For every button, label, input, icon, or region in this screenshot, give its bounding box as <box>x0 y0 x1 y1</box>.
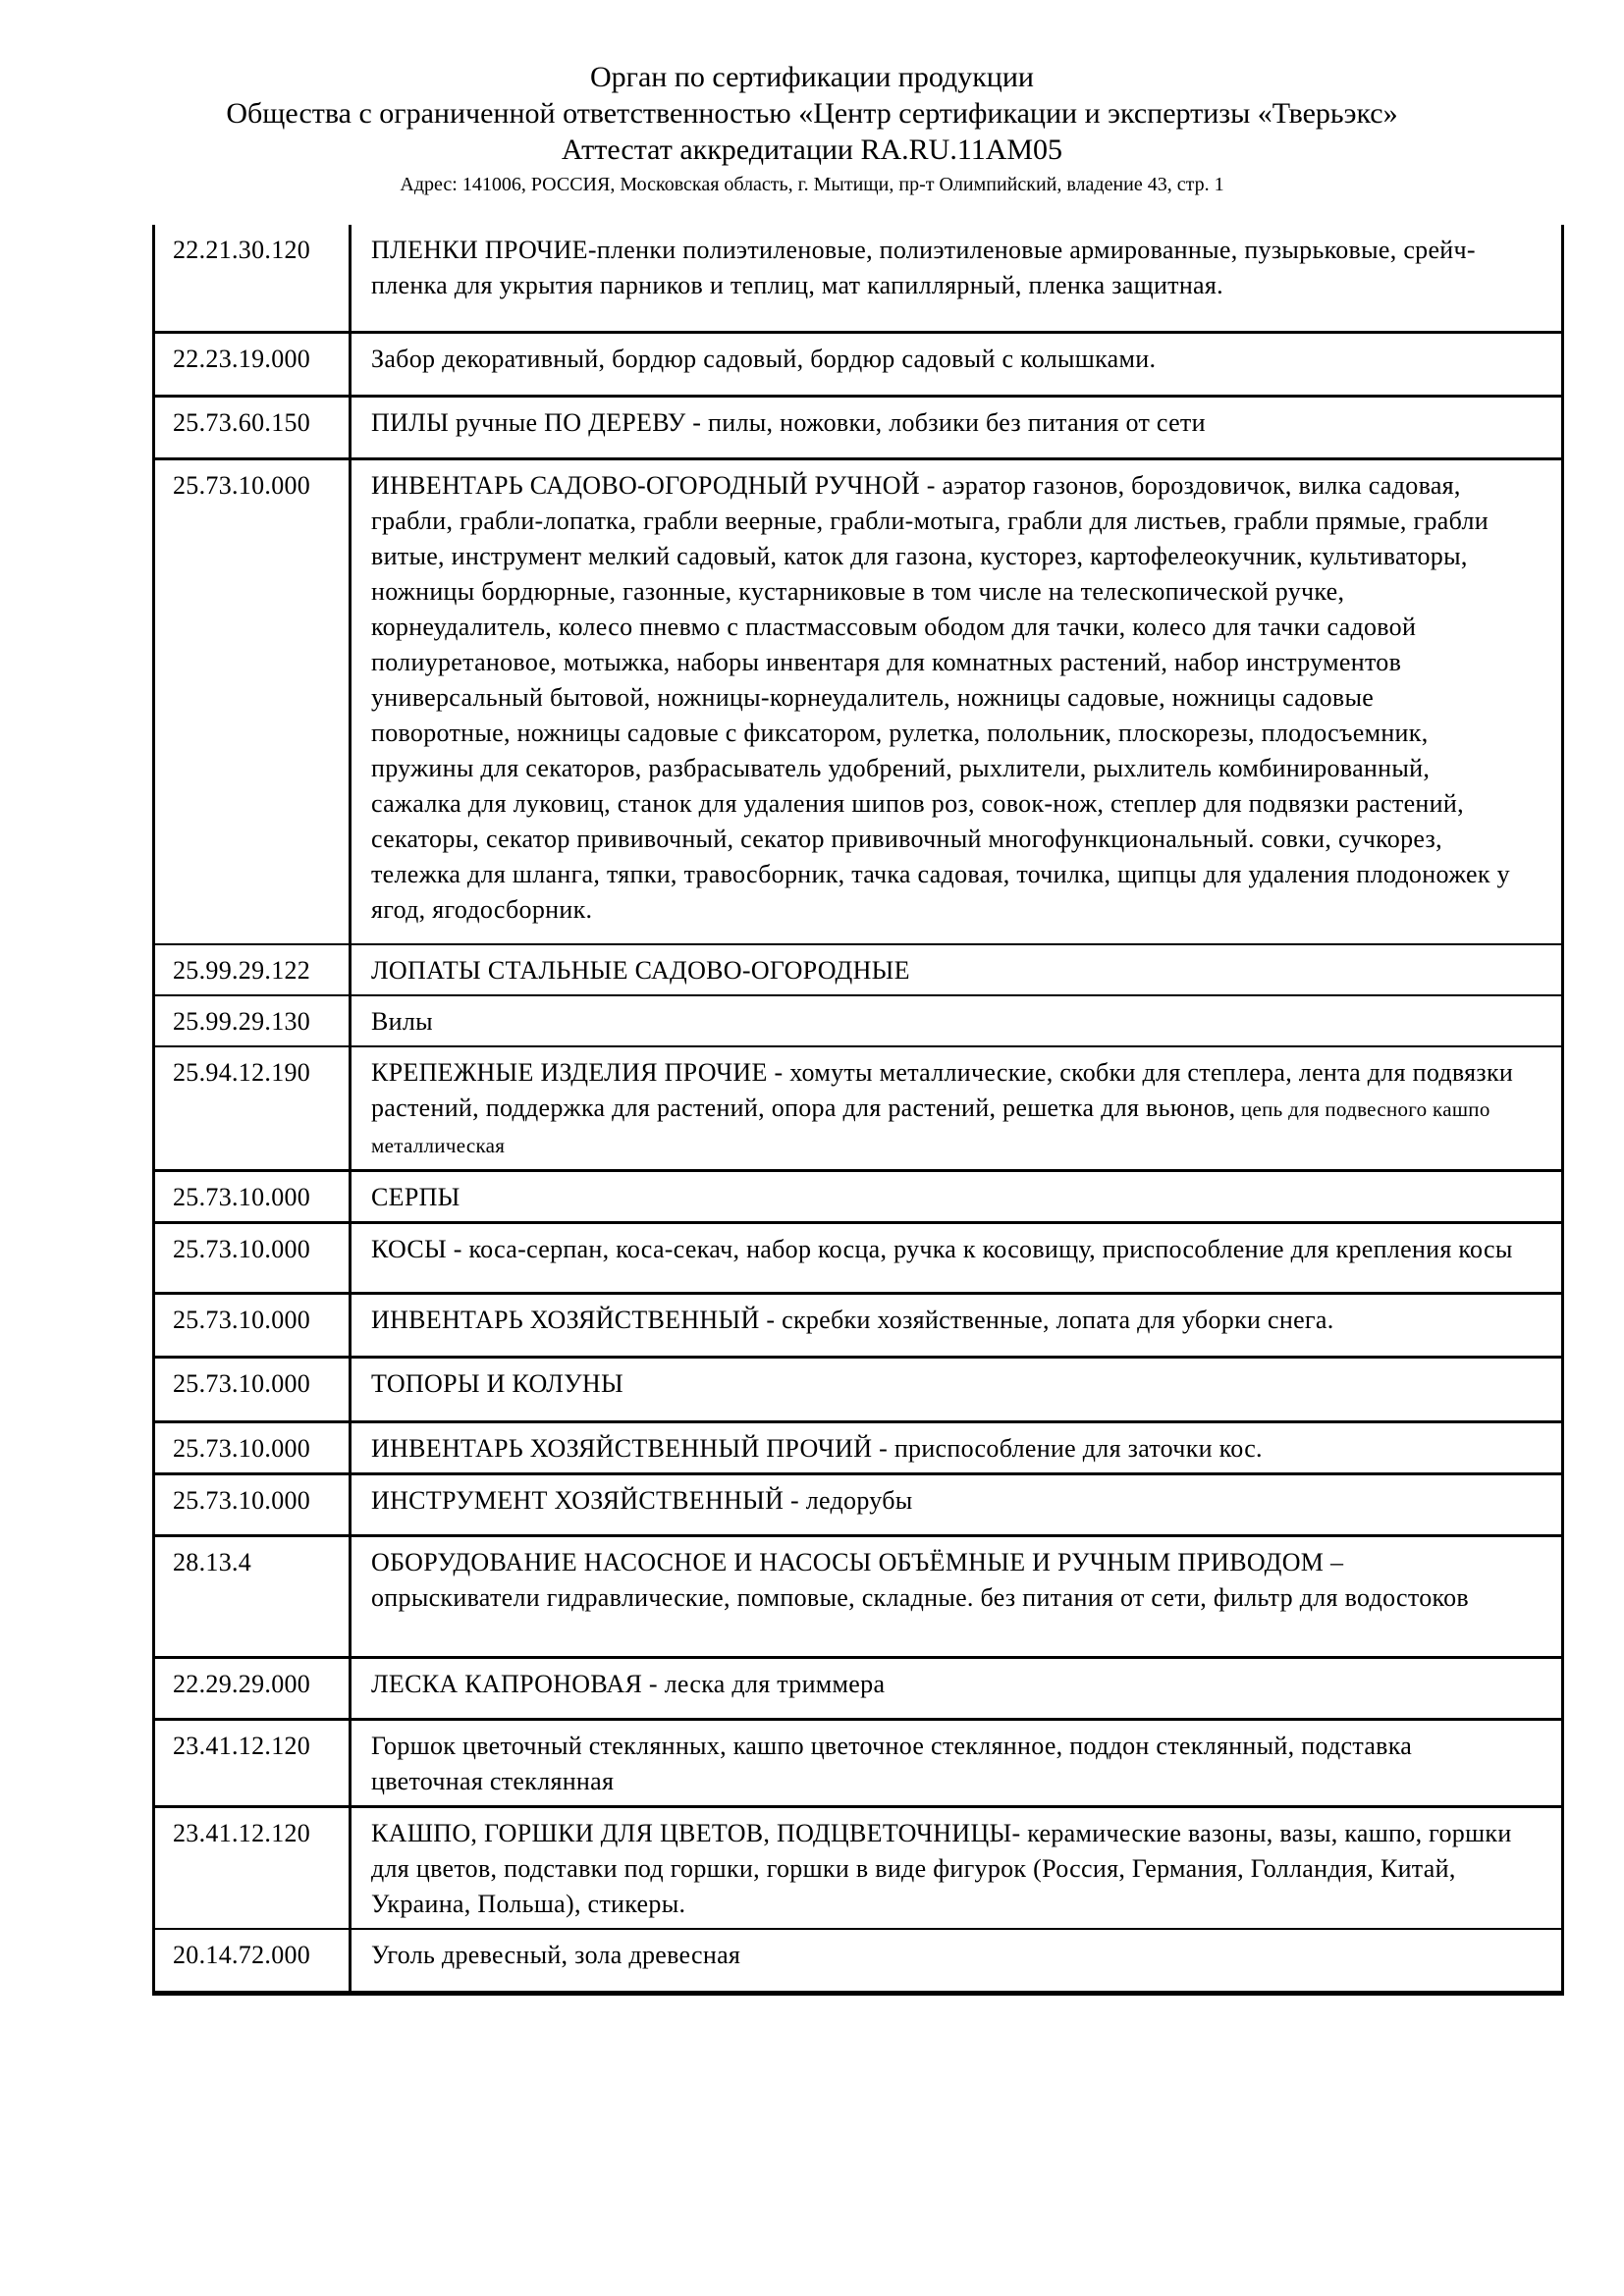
product-description-cell: СЕРПЫ <box>371 1183 460 1211</box>
table-row <box>155 1356 1561 1420</box>
product-code-cell: 28.13.4 <box>155 1537 352 1656</box>
product-description-cell: КРЕПЕЖНЫЕ ИЗДЕЛИЯ ПРОЧИЕ - хомуты металлические, скобки для степлера, лента для подвязки растений, поддержка для растений, опора для растений, решетка для вьюнов, цепь для подвесного кашпо металлическая <box>371 1058 1514 1157</box>
product-code-cell: 20.14.72.000 <box>155 1930 352 1991</box>
table-row <box>155 943 1561 994</box>
product-code-cell: 23.41.12.120 <box>155 1721 352 1805</box>
product-code-cell: 25.73.10.000 <box>155 1423 352 1472</box>
product-code-cell: 25.99.29.122 <box>155 945 352 994</box>
table-row <box>155 1420 1561 1472</box>
product-code-cell: 25.73.10.000 <box>155 1224 352 1292</box>
table-row <box>155 1045 1561 1169</box>
table-row <box>155 1534 1561 1656</box>
table-row <box>155 1718 1561 1805</box>
table-row <box>155 1656 1561 1718</box>
table-row <box>155 1292 1561 1356</box>
product-description-cell: ИНВЕНТАРЬ ХОЗЯЙСТВЕННЫЙ ПРОЧИЙ - приспособление для заточки кос. <box>371 1434 1263 1463</box>
product-description-cell: ТОПОРЫ И КОЛУНЫ <box>371 1369 623 1398</box>
org-title-line2: Общества с ограниченной ответственностью «Центр сертификации и экспертизы «Тверьэкс» <box>226 97 1398 130</box>
product-code-cell: 25.73.10.000 <box>155 1172 352 1221</box>
table-row <box>155 994 1561 1045</box>
product-description-cell: ЛЕСКА КАПРОНОВАЯ - леска для триммера <box>371 1670 886 1698</box>
product-code-cell: 25.73.10.000 <box>155 1295 352 1356</box>
org-address: Адрес: 141006, РОССИЯ, Московская область, г. Мытищи, пр-т Олимпийский, владение 43, стр. 1 <box>400 174 1224 195</box>
product-description-cell: Горшок цветочный стеклянных, кашпо цветочное стеклянное, поддон стеклянный, подставка цветочная стеклянная <box>371 1732 1413 1795</box>
product-code-cell: 25.73.10.000 <box>155 460 352 943</box>
product-code-cell: 25.73.10.000 <box>155 1359 352 1420</box>
table-row <box>155 225 1561 331</box>
product-description-cell: ПИЛЫ ручные ПО ДЕРЕВУ - пилы, ножовки, лобзики без питания от сети <box>371 408 1206 437</box>
product-description-cell: ОБОРУДОВАНИЕ НАСОСНОЕ И НАСОСЫ ОБЪЁМНЫЕ И РУЧНЫМ ПРИВОДОМ – опрыскиватели гидравлические, помповые, складные. без питания от сети, фильтр для водостоков <box>371 1548 1469 1612</box>
table-row <box>155 1221 1561 1292</box>
org-title-line1: Орган по сертификации продукции <box>590 61 1034 93</box>
product-code-cell: 25.99.29.130 <box>155 996 352 1045</box>
table-row <box>155 1472 1561 1534</box>
product-code-cell: 25.94.12.190 <box>155 1047 352 1169</box>
product-description-cell: КОСЫ - коса-серпан, коса-секач, набор косца, ручка к косовищу, приспособление для крепления косы <box>371 1235 1513 1263</box>
product-description-cell: Забор декоративный, бордюр садовый, бордюр садовый с колышками. <box>371 345 1157 373</box>
table-row <box>155 1805 1561 1928</box>
table-row <box>155 1169 1561 1221</box>
product-description-cell: ИНСТРУМЕНТ ХОЗЯЙСТВЕННЫЙ - ледорубы <box>371 1486 913 1515</box>
product-code-cell: 25.73.10.000 <box>155 1475 352 1534</box>
table-row <box>155 331 1561 395</box>
document-header <box>0 0 1624 197</box>
product-description-cell: Уголь древесный, зола древесная <box>371 1941 741 1969</box>
table-row <box>155 1928 1561 1991</box>
product-description-cell: КАШПО, ГОРШКИ ДЛЯ ЦВЕТОВ, ПОДЦВЕТОЧНИЦЫ- керамические вазоны, вазы, кашпо, горшки для цветов, подставки под горшки, горшки в виде фигурок (Россия, Германия, Голландия, Китай, Украина, Польша), стикеры. <box>371 1819 1512 1918</box>
table-row <box>155 457 1561 943</box>
table-row <box>155 395 1561 457</box>
description-small-text: цепь для подвесного кашпо металлическая <box>371 1097 1490 1157</box>
product-code-cell: 22.29.29.000 <box>155 1659 352 1718</box>
product-description-cell: ИНВЕНТАРЬ САДОВО-ОГОРОДНЫЙ РУЧНОЙ - аэратор газонов, бороздовичок, вилка садовая, грабли, грабли-лопатка, грабли веерные, грабли-мотыга, грабли для листьев, грабли прямые, грабли витые, инструмент мелкий садовый, каток для газона, кусторез, картофелеокучник, культиваторы, ножницы бордюрные, газонные, кустарниковые в том числе на телескопической ручке, корнеудалитель, колесо пневмо с пластмассовым ободом для тачки, колесо для тачки садовой полиуретановое, мотыжка, наборы инвентаря для комнатных растений, набор инструментов универсальный бытовой, ножницы-корнеудалитель, ножницы садовые, ножницы садовые поворотные, ножницы садовые с фиксатором, рулетка, полольник, плоскорезы, плодосъемник, пружины для секаторов, разбрасыватель удобрений, рыхлители, рыхлитель комбинированный, сажалка для луковиц, станок для удаления шипов роз, совок-нож, степлер для подвязки растений, секаторы, секатор прививочный, секатор прививочный многофункциональный. совки, сучкорез, тележка для шланга, тяпки, травосборник, тачка садовая, точилка, щипцы для удаления плодоножек у ягод, ягодосборник. <box>371 471 1510 924</box>
product-description-cell: Вилы <box>371 1007 433 1036</box>
product-code-cell: 23.41.12.120 <box>155 1808 352 1928</box>
accreditation-line: Аттестат аккредитации RA.RU.11АМ05 <box>561 133 1063 166</box>
product-codes-table <box>152 225 1564 1996</box>
product-description-cell: ИНВЕНТАРЬ ХОЗЯЙСТВЕННЫЙ - скребки хозяйственные, лопата для уборки снега. <box>371 1306 1334 1334</box>
product-code-cell: 22.23.19.000 <box>155 334 352 395</box>
product-description-cell: ЛОПАТЫ СТАЛЬНЫЕ САДОВО-ОГОРОДНЫЕ <box>371 956 910 985</box>
product-code-cell: 22.21.30.120 <box>155 225 352 331</box>
product-code-cell: 25.73.60.150 <box>155 398 352 457</box>
product-description-cell: ПЛЕНКИ ПРОЧИЕ-пленки полиэтиленовые, полиэтиленовые армированные, пузырьковые, срейч-пленка для укрытия парников и теплиц, мат капиллярный, пленка защитная. <box>371 236 1476 299</box>
